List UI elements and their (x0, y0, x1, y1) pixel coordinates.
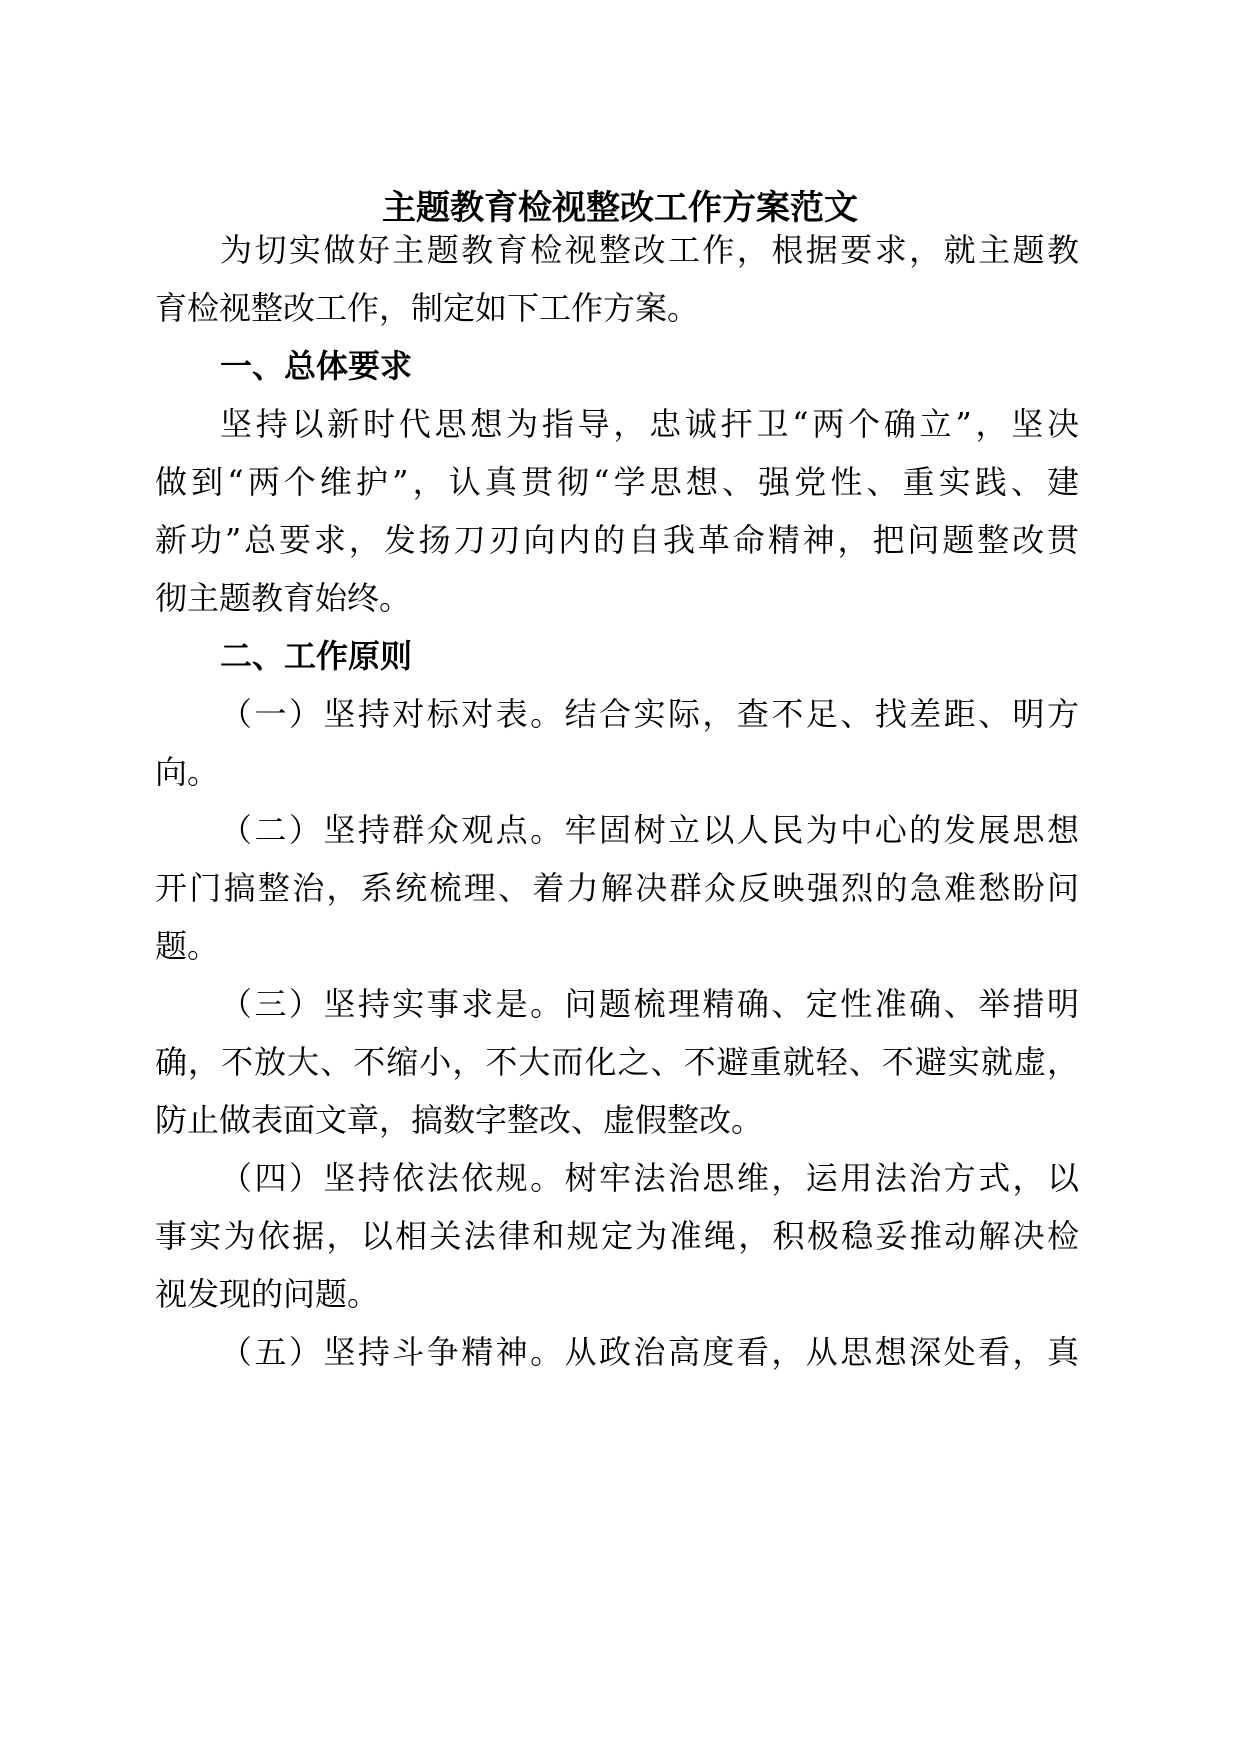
paragraph-line: 确，不放大、不缩小，不大而化之、不避重就轻、不避实就虚， (155, 1043, 1079, 1081)
paragraph-line: 防止做表面文章，搞数字整改、虚假整改。 (155, 1101, 764, 1139)
paragraph-line: 彻主题教育始终。 (155, 579, 412, 617)
paragraph-line: 育检视整改工作，制定如下工作方案。 (155, 289, 700, 327)
paragraph-line: （四）坚持依法依规。树牢法治思维，运用法治方式，以 (220, 1159, 1079, 1197)
document-title: 主题教育检视整改工作方案范文 (382, 188, 858, 228)
paragraph-line: （三）坚持实事求是。问题梳理精确、定性准确、举措明 (220, 985, 1079, 1023)
paragraph-line: 视发现的问题。 (155, 1275, 380, 1313)
paragraph-line: 题。 (155, 927, 220, 965)
paragraph-line: 开门搞整治，系统梳理、着力解决群众反映强烈的急难愁盼问 (155, 869, 1079, 907)
paragraph-line: （五）坚持斗争精神。从政治高度看，从思想深处看，真 (220, 1333, 1079, 1371)
paragraph-line: 向。 (155, 753, 220, 791)
section-heading: 一、总体要求 (220, 347, 413, 385)
paragraph-line: （二）坚持群众观点。牢固树立以人民为中心的发展思想 (220, 811, 1079, 849)
section-heading: 二、工作原则 (220, 637, 413, 675)
paragraph-line: 新功”总要求，发扬刀刃向内的自我革命精神，把问题整改贯 (155, 521, 1079, 559)
paragraph-line: 为切实做好主题教育检视整改工作，根据要求，就主题教 (220, 231, 1079, 269)
paragraph-line: 坚持以新时代思想为指导，忠诚扞卫“两个确立”，坚决 (220, 405, 1079, 443)
paragraph-line: （一）坚持对标对表。结合实际，查不足、找差距、明方 (220, 695, 1079, 733)
paragraph-line: 事实为依据，以相关法律和规定为准绳，积极稳妥推动解决检 (155, 1217, 1079, 1255)
paragraph-line: 做到“两个维护”，认真贯彻“学思想、强党性、重实践、建 (155, 463, 1079, 501)
